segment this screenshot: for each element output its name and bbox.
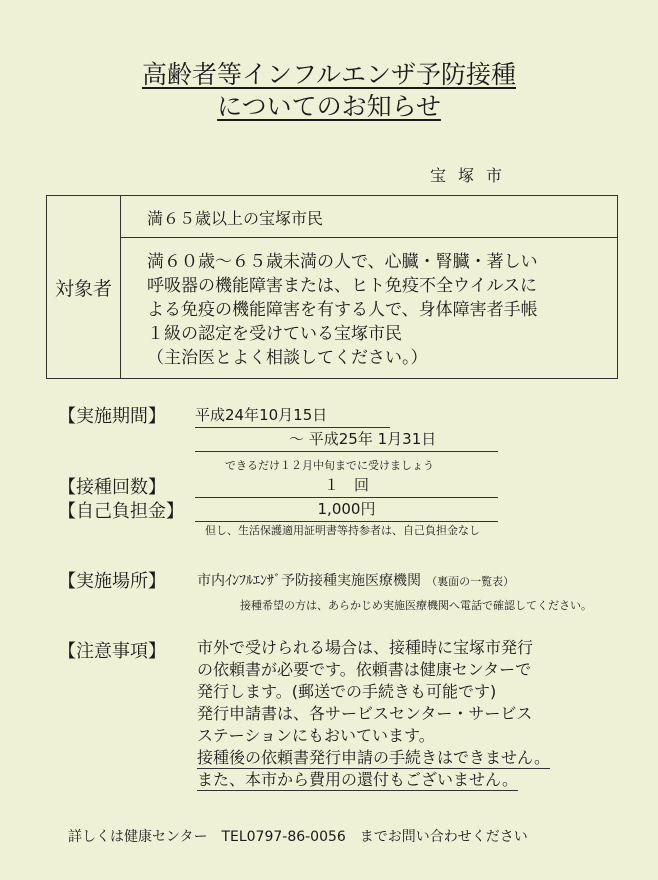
target-label: 対象者 (47, 196, 121, 378)
title-line-2: についてのお知らせ (217, 92, 441, 121)
notes-line: 発行申請書は、各サービスセンター・サービス (197, 704, 533, 723)
target-row-2-line: １級の認定を受けている宝塚市民 (147, 324, 402, 344)
place-value-row (197, 570, 514, 590)
notes-emphasis-line: また、本市から費用の還付もございません。 (197, 770, 518, 789)
notes-line: 市外で受けられる場合は、接種時に宝塚市発行 (197, 638, 534, 657)
footer-contact: 詳しくは健康センター TEL0797-86-0056 までお問い合わせください (68, 829, 528, 845)
issuer: 宝塚市 (430, 166, 515, 185)
fee-label: 【自己負担金】 (58, 501, 184, 522)
notes-line: 発行します。(郵送での手続きも可能です) (197, 682, 497, 701)
period-start: 平成24年10月15日 (195, 404, 390, 428)
target-row-2-line: （主治医とよく相談してください。） (147, 348, 428, 368)
notes-body (197, 637, 550, 791)
title-line-1: 高齢者等インフルエンザ予防接種 (141, 60, 516, 89)
target-table (46, 195, 618, 379)
fee-value: 1,000円 (195, 498, 498, 522)
place-note: 接種希望の方は、あらかじめ実施医療機関へ電話で確認してください。 (240, 599, 592, 612)
notes-label: 【注意事項】 (58, 641, 166, 662)
target-row-2-line: 満６０歳～６５歳未満の人で、心臓・腎臓・著しい (147, 252, 538, 272)
notes-emphasis-line: 接種後の依頼書発行申請の手続きはできません。 (197, 748, 550, 767)
fee-note: 但し、生活保護適用証明書等持参者は、自己負担金なし (205, 524, 480, 537)
place-value: 市内ｲﾝﾌﾙｴﾝｻﾞ予防接種実施医療機関 (197, 573, 421, 589)
place-value-sub: （裏面の一覧表） (426, 575, 515, 588)
period-note: できるだけ１２月中旬までに受けましょう (225, 459, 434, 472)
notes-line: ステーションにもおいています。 (197, 726, 435, 745)
period-label: 【実施期間】 (58, 406, 166, 427)
target-row-2-line: よる免疫の機能障害を有する人で、身体障害者手帳 (147, 300, 538, 320)
period-end: ～ 平成25年 1月31日 (195, 428, 498, 452)
place-label: 【実施場所】 (58, 571, 166, 592)
count-value: １ 回 (195, 474, 498, 498)
target-row-2-line: 呼吸器の機能障害または、ヒト免疫不全ウイルスに (147, 276, 537, 296)
target-row-2 (121, 238, 617, 378)
count-label: 【接種回数】 (58, 477, 166, 498)
notes-line: の依頼書が必要です。依頼書は健康センターで (197, 660, 532, 679)
target-row-1: 満６５歳以上の宝塚市民 (121, 196, 617, 238)
